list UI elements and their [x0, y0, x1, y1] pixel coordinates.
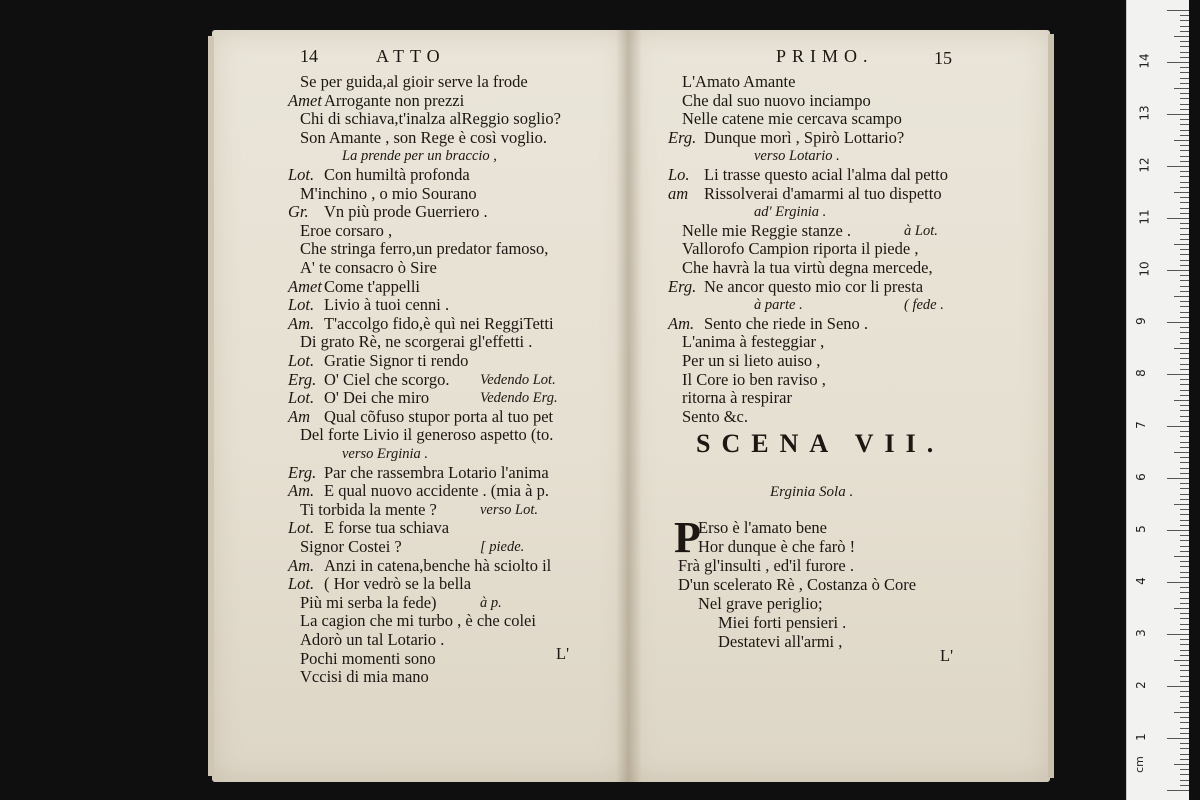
ruler-tick — [1174, 660, 1189, 661]
ruler-tick — [1180, 72, 1189, 73]
ruler-tick — [1180, 46, 1189, 47]
scene-verse-line: Frà gl'insulti , ed'il furore . — [678, 556, 854, 575]
ruler-tick — [1167, 790, 1189, 791]
ruler-tick — [1180, 785, 1189, 786]
scene-subtitle: Erginia Sola . — [770, 484, 854, 500]
ruler-tick — [1180, 379, 1189, 380]
verse-line: Livio à tuoi cenni . — [324, 295, 450, 315]
ruler-tick — [1180, 592, 1189, 593]
ruler-tick — [1180, 280, 1189, 281]
verse-line: Sento &c. — [682, 406, 748, 426]
verse-line: A' te consacro ò Sire — [300, 258, 437, 277]
left-catchword: L' — [556, 644, 570, 663]
ruler-tick — [1174, 400, 1189, 401]
ruler-tick — [1180, 624, 1189, 625]
ruler-tick — [1180, 618, 1189, 619]
ruler-tick — [1180, 395, 1189, 396]
ruler-tick — [1174, 140, 1189, 141]
ruler-unit: cm — [1132, 756, 1146, 773]
ruler-number: 4 — [1133, 577, 1148, 585]
verse-line: Del forte Livio il generoso aspetto (to. — [300, 425, 554, 445]
stage-direction: ad' Erginia . — [754, 204, 827, 221]
verse-line: ( Hor vedrò se la bella — [324, 574, 472, 594]
ruler-number: 13 — [1137, 105, 1152, 121]
ruler-tick — [1174, 244, 1189, 245]
ruler-tick — [1180, 390, 1189, 391]
ruler-tick — [1180, 759, 1189, 760]
verse-line: Nelle mie Reggie stanze . — [682, 220, 852, 240]
speaker-label: Amet — [288, 90, 322, 110]
ruler-tick — [1180, 514, 1189, 515]
ruler-tick — [1180, 213, 1189, 214]
speaker-label: am — [668, 183, 689, 203]
ruler-tick — [1180, 41, 1189, 42]
ruler-tick — [1180, 15, 1189, 16]
ruler-tick — [1180, 57, 1189, 58]
left-running-head: ATTO — [376, 46, 446, 66]
ruler-tick — [1180, 743, 1189, 744]
ruler-tick — [1180, 31, 1189, 32]
ruler-number: 11 — [1137, 209, 1152, 225]
ruler-tick — [1174, 712, 1189, 713]
ruler-tick — [1174, 192, 1189, 193]
verse-line: Adorò un tal Lotario . — [300, 630, 445, 649]
aside-direction: ( fede . — [904, 297, 944, 314]
speaker-label: Lot. — [288, 351, 315, 370]
ruler-tick — [1174, 36, 1189, 37]
speaker-label: Amet — [288, 276, 322, 296]
ruler-number: 10 — [1137, 261, 1152, 277]
verse-line: M'inchino , o mio Sourano — [300, 183, 477, 203]
right-page-number: 15 — [934, 48, 952, 68]
ruler-tick — [1180, 551, 1189, 552]
verse-line: E qual nuovo accidente . (mia à p. — [324, 481, 549, 501]
ruler-tick — [1180, 260, 1189, 261]
ruler-tick — [1180, 509, 1189, 510]
ruler-tick — [1174, 764, 1189, 765]
ruler-tick — [1180, 462, 1189, 463]
ruler-tick — [1180, 364, 1189, 365]
ruler-tick — [1180, 405, 1189, 406]
ruler-tick — [1180, 353, 1189, 354]
ruler-tick — [1180, 317, 1189, 318]
ruler-tick — [1180, 603, 1189, 604]
ruler-tick — [1167, 426, 1189, 427]
open-book — [212, 30, 1054, 782]
ruler-tick — [1180, 473, 1189, 474]
ruler-tick — [1180, 67, 1189, 68]
ruler-tick — [1180, 145, 1189, 146]
ruler-tick — [1180, 535, 1189, 536]
verse-line: Di grato Rè, ne scorgerai gl'effetti . — [300, 332, 533, 352]
verse-line: Qual cõfuso stupor porta al tuo pet — [324, 406, 554, 426]
ruler-tick — [1180, 161, 1189, 162]
ruler-tick — [1180, 182, 1189, 183]
ruler-tick — [1180, 156, 1189, 157]
speaker-label: Erg. — [668, 127, 697, 147]
ruler-tick — [1167, 374, 1189, 375]
ruler-tick — [1180, 416, 1189, 417]
verse-line: Dunque morì , Spirò Lottario? — [704, 127, 905, 147]
ruler-number: 3 — [1133, 629, 1148, 637]
ruler-tick — [1167, 478, 1189, 479]
verse-line: O' Dei che miro — [324, 388, 430, 408]
scene-dropcap: P — [674, 513, 701, 562]
ruler-tick — [1174, 556, 1189, 557]
verse-line: Che dal suo nuovo inciampo — [682, 90, 871, 110]
speaker-label: Lo. — [668, 165, 690, 184]
ruler-tick — [1180, 670, 1189, 671]
ruler-tick — [1180, 275, 1189, 276]
verse-line: Li trasse questo acial l'alma dal petto — [704, 165, 948, 184]
ruler-tick — [1167, 270, 1189, 271]
verse-line: Eroe corsaro , — [300, 220, 393, 240]
verse-line: La cagion che mi turbo , è che colei — [300, 611, 536, 631]
ruler-tick — [1180, 733, 1189, 734]
ruler-tick — [1180, 629, 1189, 630]
verse-line: Par che rassembra Lotario l'anima — [324, 462, 549, 482]
ruler-tick — [1180, 78, 1189, 79]
ruler-tick — [1180, 197, 1189, 198]
verse-line: L'Amato Amante — [682, 72, 796, 91]
ruler-tick — [1180, 171, 1189, 172]
ruler-tick — [1180, 540, 1189, 541]
ruler-tick — [1180, 774, 1189, 775]
ruler-tick — [1180, 691, 1189, 692]
speaker-label: Lot. — [288, 165, 315, 184]
ruler-tick — [1167, 62, 1189, 63]
verse-line: ritorna à respirar — [682, 388, 792, 408]
ruler-tick — [1180, 306, 1189, 307]
ruler-tick — [1180, 83, 1189, 84]
stage-direction: La prende per un braccio , — [342, 148, 497, 165]
ruler-tick — [1180, 202, 1189, 203]
stage-direction: verso Lotario . — [754, 148, 840, 165]
ruler-tick — [1180, 728, 1189, 729]
aside-direction: Vedendo Erg. — [480, 390, 558, 407]
speaker-label: Am. — [288, 481, 315, 501]
speaker-label: Am. — [668, 313, 695, 333]
ruler-tick — [1174, 452, 1189, 453]
ruler-tick — [1180, 520, 1189, 521]
aside-direction: [ piede. — [480, 539, 525, 555]
ruler-tick — [1180, 98, 1189, 99]
ruler-tick — [1180, 286, 1189, 287]
ruler-tick — [1180, 338, 1189, 339]
ruler-tick — [1180, 239, 1189, 240]
verse-line: E forse tua schiava — [324, 518, 450, 538]
book-gutter — [616, 30, 642, 782]
ruler-tick — [1180, 681, 1189, 682]
speaker-label: Lot. — [288, 388, 315, 408]
ruler-tick — [1180, 665, 1189, 666]
ruler-tick — [1180, 109, 1189, 110]
verse-line: Che stringa ferro,un predator famoso, — [300, 239, 549, 259]
verse-line: O' Ciel che scorgo. — [324, 369, 450, 389]
ruler-tick — [1174, 348, 1189, 349]
ruler-tick — [1180, 561, 1189, 562]
ruler-tick — [1180, 468, 1189, 469]
aside-direction: à Lot. — [904, 222, 938, 239]
ruler-tick — [1180, 457, 1189, 458]
ruler-tick — [1180, 291, 1189, 292]
ruler-tick — [1180, 312, 1189, 313]
verse-line: Arrogante non prezzi — [324, 90, 465, 110]
ruler-number: 12 — [1137, 157, 1152, 173]
speaker-label: Erg. — [288, 369, 317, 389]
ruler-tick — [1180, 369, 1189, 370]
ruler-tick — [1180, 265, 1189, 266]
ruler-tick — [1167, 686, 1189, 687]
verse-line: Per un si lieto auiso , — [682, 351, 821, 370]
verse-line: Ti torbida la mente ? — [300, 499, 437, 519]
aside-direction: verso Lot. — [480, 501, 538, 518]
ruler-tick — [1180, 176, 1189, 177]
ruler-number: 2 — [1133, 681, 1148, 689]
verse-line: Sento che riede in Seno . — [704, 313, 869, 333]
ruler-tick — [1180, 301, 1189, 302]
ruler-tick — [1174, 504, 1189, 505]
ruler-tick — [1180, 20, 1189, 21]
measurement-ruler — [1126, 0, 1189, 800]
ruler-tick — [1180, 223, 1189, 224]
ruler-tick — [1167, 582, 1189, 583]
ruler-tick — [1167, 634, 1189, 635]
ruler-tick — [1180, 410, 1189, 411]
ruler-tick — [1180, 494, 1189, 495]
verse-line: Con humiltà profonda — [324, 165, 470, 184]
scene-verse-line: Erso è l'amato bene — [698, 518, 827, 537]
right-catchword: L' — [940, 646, 954, 665]
ruler-tick — [1180, 249, 1189, 250]
ruler-tick — [1180, 234, 1189, 235]
ruler-number: 7 — [1133, 421, 1148, 429]
left-page-number: 14 — [300, 46, 318, 66]
aside-direction: à p. — [480, 594, 502, 611]
ruler-number: 9 — [1133, 317, 1148, 325]
scene-verse-line: Hor dunque è che farò ! — [698, 537, 856, 556]
ruler-tick — [1180, 644, 1189, 645]
ruler-tick — [1180, 488, 1189, 489]
ruler-tick — [1180, 332, 1189, 333]
speaker-label: Erg. — [668, 276, 697, 296]
verse-line: Pochi momenti sono — [300, 648, 436, 668]
left-page — [212, 30, 628, 782]
ruler-number: 5 — [1133, 525, 1148, 533]
verse-line: Signor Costei ? — [300, 537, 402, 556]
ruler-tick — [1180, 104, 1189, 105]
ruler-number: 8 — [1133, 369, 1148, 377]
ruler-tick — [1180, 26, 1189, 27]
ruler-tick — [1167, 114, 1189, 115]
ruler-tick — [1180, 780, 1189, 781]
ruler-number: 14 — [1137, 53, 1152, 69]
speaker-label: Am. — [288, 555, 315, 575]
ruler-tick — [1167, 10, 1189, 11]
speaker-label: Am — [288, 406, 310, 426]
ruler-tick — [1180, 343, 1189, 344]
verse-line: Il Core io ben raviso , — [682, 369, 826, 389]
stage-direction: à parte . — [754, 297, 803, 314]
ruler-tick — [1174, 296, 1189, 297]
ruler-tick — [1180, 566, 1189, 567]
ruler-tick — [1180, 421, 1189, 422]
ruler-tick — [1180, 135, 1189, 136]
ruler-tick — [1180, 639, 1189, 640]
ruler-tick — [1167, 530, 1189, 531]
ruler-tick — [1180, 546, 1189, 547]
scene-verse-line: Miei forti pensieri . — [718, 613, 847, 632]
verse-line: Anzi in catena,benche hà sciolto il — [324, 555, 552, 575]
speaker-label: Lot. — [288, 518, 315, 538]
speaker-label: Am. — [288, 313, 315, 333]
ruler-tick — [1180, 119, 1189, 120]
ruler-tick — [1167, 218, 1189, 219]
ruler-tick — [1180, 650, 1189, 651]
ruler-tick — [1180, 748, 1189, 749]
verse-line: Vallorofo Campion riporta il piede , — [682, 239, 919, 259]
speaker-label: Lot. — [288, 295, 315, 315]
ruler-tick — [1180, 722, 1189, 723]
right-running-head: PRIMO. — [776, 46, 874, 66]
ruler-tick — [1180, 587, 1189, 588]
verse-line: Son Amante , son Rege è così voglio. — [300, 127, 548, 147]
verse-line: Vccisi di mia mano — [300, 667, 429, 687]
ruler-tick — [1180, 769, 1189, 770]
ruler-tick — [1180, 447, 1189, 448]
ruler-tick — [1180, 577, 1189, 578]
ruler-tick — [1180, 431, 1189, 432]
verse-line: Vn più prode Guerriero . — [324, 202, 488, 222]
ruler-tick — [1180, 598, 1189, 599]
ruler-number: 1 — [1133, 733, 1148, 741]
ruler-tick — [1180, 702, 1189, 703]
right-page-edge — [1048, 34, 1054, 778]
verse-line: L'anima à festeggiar , — [682, 332, 825, 352]
ruler-tick — [1180, 130, 1189, 131]
speaker-label: Erg. — [288, 462, 317, 482]
verse-line: Nelle catene mie cercava scampo — [682, 109, 902, 129]
ruler-tick — [1180, 254, 1189, 255]
aside-direction: Vedendo Lot. — [480, 371, 556, 388]
ruler-tick — [1180, 707, 1189, 708]
ruler-tick — [1180, 442, 1189, 443]
ruler-tick — [1167, 166, 1189, 167]
ruler-tick — [1180, 327, 1189, 328]
ruler-tick — [1180, 613, 1189, 614]
ruler-tick — [1180, 150, 1189, 151]
ruler-tick — [1180, 124, 1189, 125]
ruler-tick — [1180, 93, 1189, 94]
ruler-tick — [1167, 322, 1189, 323]
ruler-tick — [1180, 52, 1189, 53]
ruler-tick — [1180, 358, 1189, 359]
ruler-tick — [1180, 499, 1189, 500]
ruler-tick — [1180, 436, 1189, 437]
ruler-tick — [1180, 696, 1189, 697]
ruler-tick — [1174, 608, 1189, 609]
ruler-tick — [1180, 754, 1189, 755]
left-page-edge — [208, 36, 214, 776]
verse-line: Chi di schiava,t'inalza alReggio soglio? — [300, 109, 561, 129]
scene-verse-line: Nel grave periglio; — [698, 594, 823, 613]
speaker-label: Lot. — [288, 574, 315, 594]
ruler-tick — [1180, 717, 1189, 718]
verse-line: Che havrà la tua virtù degna mercede, — [682, 258, 933, 277]
ruler-tick — [1180, 676, 1189, 677]
verse-line: Rissolverai d'amarmi al tuo dispetto — [704, 183, 942, 203]
speaker-label: Gr. — [288, 202, 309, 222]
scene-title: SCENA VII. — [696, 429, 945, 458]
ruler-tick — [1180, 384, 1189, 385]
scene-verse-line: Destatevi all'armi , — [718, 632, 843, 651]
verse-line: Ne ancor questo mio cor li presta — [704, 276, 924, 296]
ruler-tick — [1180, 228, 1189, 229]
ruler-tick — [1167, 738, 1189, 739]
verse-line: Gratie Signor ti rendo — [324, 351, 469, 370]
verse-line: Se per guida,al gioir serve la frode — [300, 72, 528, 91]
verse-line: Più mi serba la fede) — [300, 592, 437, 612]
ruler-tick — [1180, 483, 1189, 484]
ruler-tick — [1180, 572, 1189, 573]
ruler-number: 6 — [1133, 473, 1148, 481]
verse-line: T'accolgo fido,è quì nei ReggiTetti — [324, 313, 554, 333]
verse-line: Come t'appelli — [324, 276, 420, 296]
right-page — [628, 30, 1050, 782]
ruler-tick — [1180, 655, 1189, 656]
ruler-tick — [1180, 208, 1189, 209]
ruler-tick — [1180, 525, 1189, 526]
ruler-tick — [1180, 187, 1189, 188]
ruler-tick — [1174, 88, 1189, 89]
scene-verse-line: D'un scelerato Rè , Costanza ò Core — [678, 575, 917, 594]
stage-direction: verso Erginia . — [342, 446, 429, 462]
